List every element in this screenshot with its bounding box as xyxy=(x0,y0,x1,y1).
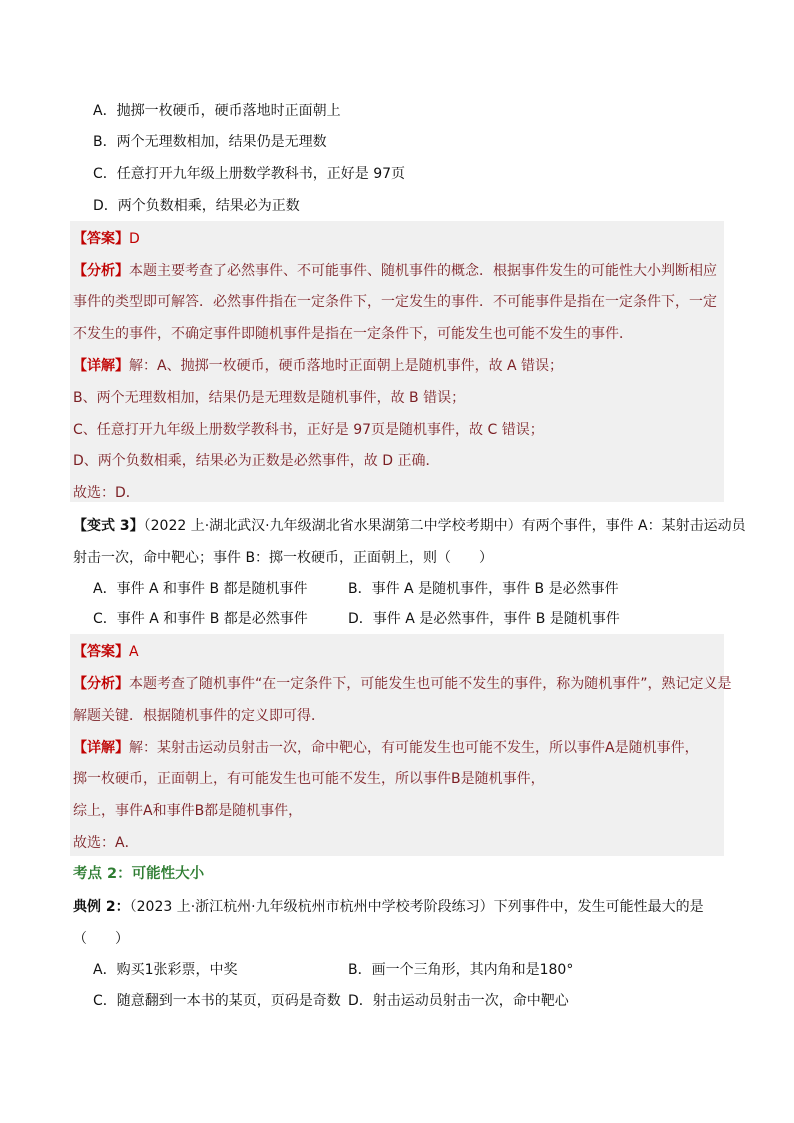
detail-text: 解：A、抛掷一枚硬币，硬币落地时正面朝上是随机事件，故 A 错误； xyxy=(129,358,564,374)
option-d: D．射击运动员射击一次，命中靶心 xyxy=(348,993,569,1009)
answer-line xyxy=(73,642,139,662)
option-a: A．购买1张彩票，中奖 xyxy=(93,962,238,978)
choose-line: 故选：D． xyxy=(73,485,140,501)
analysis-text: 解题关键．根据随机事件的定义即可得． xyxy=(73,708,325,724)
option-a: A．事件 A 和事件 B 都是随机事件 xyxy=(93,581,308,597)
option-d: D．事件 A 是必然事件，事件 B 是随机事件 xyxy=(348,611,620,627)
question-text: （ ） xyxy=(73,931,129,947)
analysis-label: 【分析】 xyxy=(73,676,129,692)
detail-label: 【详解】 xyxy=(73,740,129,756)
detail-line xyxy=(73,738,699,758)
choose-line: 故选：A． xyxy=(73,835,139,851)
detail-label: 【详解】 xyxy=(73,358,129,374)
detail-text: 解：某射击运动员射击一次，命中靶心，有可能发生也可能不发生，所以事件A是随机事件， xyxy=(129,740,699,756)
option-d: D．两个负数相乘，结果必为正数 xyxy=(93,198,300,214)
question-tag: 典例 2： xyxy=(73,899,130,915)
analysis-text: 不发生的事件，不确定事件即随机事件是指在一定条件下，可能发生也可能不发生的事件． xyxy=(73,326,633,342)
question-stem xyxy=(73,897,704,917)
detail-text: C、任意打开九年级上册数学教科书，正好是 97页是随机事件，故 C 错误； xyxy=(73,422,544,438)
answer-label: 【答案】 xyxy=(73,644,129,660)
option-c: C．任意打开九年级上册数学教科书，正好是 97页 xyxy=(93,166,406,182)
analysis-line xyxy=(73,674,732,694)
question-text: 射击一次，命中靶心；事件 B：掷一枚硬币，正面朝上，则（ ） xyxy=(73,550,494,566)
detail-text: 掷一枚硬币，正面朝上，有可能发生也可能不发生，所以事件B是随机事件， xyxy=(73,771,545,787)
option-c: C．随意翻到一本书的某页，页码是奇数 xyxy=(93,993,341,1009)
question-stem xyxy=(73,516,746,536)
question-text: （2023 上·浙江杭州·九年级杭州市杭州中学校考阶段练习）下列事件中，发生可能性最大的是 xyxy=(129,899,704,915)
question-text: （2022 上·湖北武汉·九年级湖北省水果湖第二中学校考期中）有两个事件，事件 A：某射击运动员 xyxy=(143,518,746,534)
analysis-text: 本题主要考查了必然事件、不可能事件、随机事件的概念．根据事件发生的可能性大小判断相应 xyxy=(129,263,717,279)
option-b: B．事件 A 是随机事件，事件 B 是必然事件 xyxy=(348,581,619,597)
option-c: C．事件 A 和事件 B 都是必然事件 xyxy=(93,611,308,627)
question-tag: 【变式 3】 xyxy=(73,518,144,534)
analysis-line xyxy=(73,261,717,281)
analysis-text: 本题考查了随机事件“在一定条件下，可能发生也可能不发生的事件，称为随机事件”，熟记定义是 xyxy=(129,676,732,692)
answer-value: A xyxy=(129,644,139,660)
detail-text: D、两个负数相乘，结果必为正数是必然事件，故 D 正确． xyxy=(73,453,440,469)
answer-line xyxy=(73,229,140,249)
option-b: B．两个无理数相加，结果仍是无理数 xyxy=(93,134,327,150)
analysis-text: 事件的类型即可解答．必然事件指在一定条件下，一定发生的事件．不可能事件是指在一定条件下，一定 xyxy=(73,294,717,310)
detail-text: B、两个无理数相加，结果仍是无理数是随机事件，故 B 错误； xyxy=(73,390,466,406)
detail-line xyxy=(73,356,563,376)
analysis-label: 【分析】 xyxy=(73,263,129,279)
answer-label: 【答案】 xyxy=(73,231,129,247)
section-heading: 考点 2：可能性大小 xyxy=(73,866,205,882)
option-a: A．抛掷一枚硬币，硬币落地时正面朝上 xyxy=(93,103,341,119)
option-b: B．画一个三角形，其内角和是180° xyxy=(348,962,574,978)
answer-value: D xyxy=(129,231,140,247)
detail-text: 综上，事件A和事件B都是随机事件， xyxy=(73,803,303,819)
